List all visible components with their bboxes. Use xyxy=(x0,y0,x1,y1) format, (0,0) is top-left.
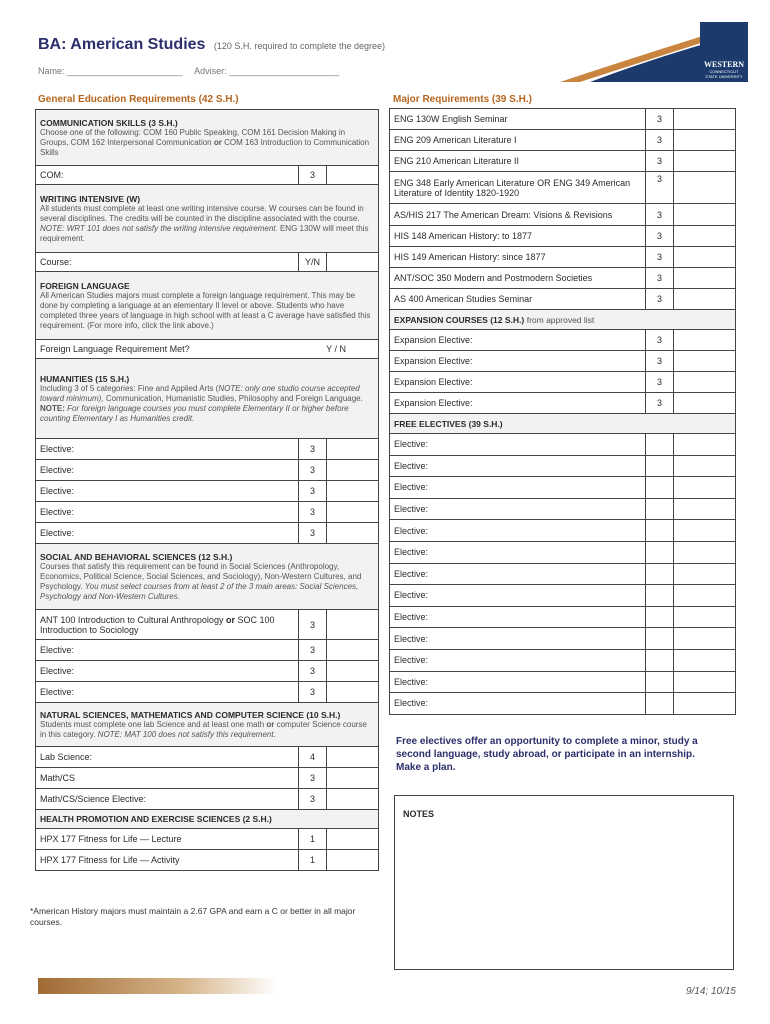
writing-desc-part1: All students must complete at least one writing intensive course. W courses can be found in several disciplines. The credits will be counted in the discipline associated with the course. xyxy=(40,203,364,223)
expansion-label: Expansion Elective: xyxy=(390,372,646,393)
table-row[interactable] xyxy=(390,289,736,310)
expansion-label: Expansion Elective: xyxy=(390,330,646,351)
natural-row-entry[interactable] xyxy=(327,789,379,810)
hum-elective-credits: 3 xyxy=(299,481,327,502)
major-course-entry[interactable] xyxy=(674,130,736,151)
humanities-heading: HUMANITIES (15 S.H.) xyxy=(40,373,130,384)
free-elective-credits[interactable] xyxy=(646,671,674,693)
logo-box xyxy=(700,22,748,82)
major-course-label: ENG 209 American Literature I xyxy=(390,130,646,151)
social-elective-entry[interactable] xyxy=(327,640,379,661)
table-row[interactable] xyxy=(390,226,736,247)
writing-desc-note: NOTE: WRT 101 does not satisfy the writing intensive requirement. xyxy=(40,223,278,233)
natural-desc-part2: computer Science course in this category. xyxy=(40,719,367,739)
table-row[interactable] xyxy=(390,585,736,607)
major-course-entry[interactable] xyxy=(674,204,736,226)
free-elective-label: Elective: xyxy=(390,649,646,671)
major-course-credits: 3 xyxy=(646,204,674,226)
expansion-section-row xyxy=(390,310,736,330)
major-course-entry[interactable] xyxy=(674,289,736,310)
table-row[interactable] xyxy=(390,151,736,172)
free-elective-entry[interactable] xyxy=(674,585,736,607)
name-field[interactable]: _______________________ xyxy=(67,66,183,76)
title-subtitle: (120 S.H. required to complete the degree) xyxy=(213,41,386,51)
natural-row-label: Math/CS xyxy=(36,768,299,789)
hum-elective-entry[interactable] xyxy=(327,439,379,460)
com-description xyxy=(40,128,374,158)
free-elective-label: Elective: xyxy=(390,693,646,715)
major-course-label: ANT/SOC 350 Modern and Postmodern Societies xyxy=(390,268,646,289)
table-row[interactable] xyxy=(36,253,379,272)
footer-bar xyxy=(38,978,278,994)
health-row-entry[interactable] xyxy=(327,829,379,850)
free-elective-credits[interactable] xyxy=(646,520,674,542)
table-row[interactable] xyxy=(390,247,736,268)
table-row[interactable] xyxy=(390,498,736,520)
major-course-entry[interactable] xyxy=(674,172,736,204)
table-row[interactable] xyxy=(36,481,379,502)
language-section-row xyxy=(36,272,379,340)
free-elective-entry[interactable] xyxy=(674,498,736,520)
health-row-credits: 1 xyxy=(299,829,327,850)
natural-heading: NATURAL SCIENCES, MATHEMATICS AND COMPUTER SCIENCE (10 S.H.) xyxy=(40,709,341,720)
major-title: Major Requirements (39 S.H.) xyxy=(393,94,532,105)
social-elective-entry[interactable] xyxy=(327,682,379,703)
natural-row-credits: 4 xyxy=(299,747,327,768)
free-elective-entry[interactable] xyxy=(674,455,736,477)
natural-row-label: Math/CS/Science Elective: xyxy=(36,789,299,810)
health-heading: HEALTH PROMOTION AND EXERCISE SCIENCES (2 S.H.) xyxy=(40,814,272,824)
hum-desc-part1: Including 3 of 5 categories: Fine and Applied Arts ( xyxy=(40,383,219,393)
free-elective-credits[interactable] xyxy=(646,606,674,628)
table-row[interactable] xyxy=(390,172,736,204)
table-row[interactable] xyxy=(390,268,736,289)
social-first-part2: SOC 100 Introduction to Sociology xyxy=(40,614,275,635)
hum-elective-entry[interactable] xyxy=(327,481,379,502)
free-elective-credits[interactable] xyxy=(646,585,674,607)
free-elective-label: Elective: xyxy=(390,455,646,477)
natural-row-label: Lab Science: xyxy=(36,747,299,768)
health-row-label: HPX 177 Fitness for Life — Lecture xyxy=(36,829,299,850)
table-row[interactable] xyxy=(36,829,379,850)
table-row[interactable] xyxy=(390,541,736,563)
name-label: Name: xyxy=(38,66,65,76)
social-description xyxy=(40,562,374,602)
com-desc-or: or xyxy=(213,137,222,147)
free-elective-label: Elective: xyxy=(390,520,646,542)
language-heading: FOREIGN LANGUAGE xyxy=(40,280,130,291)
natural-desc-or: or xyxy=(266,719,275,729)
hum-elective-credits: 3 xyxy=(299,523,327,544)
social-desc-note: You must select courses from at least 2 of the 3 main areas: Social Sciences, Psychology and Non-Western Cultures. xyxy=(40,581,359,601)
table-row[interactable] xyxy=(390,455,736,477)
free-elective-label: Elective: xyxy=(390,477,646,499)
language-description: All American Studies majors must complete a foreign language requirement. This may be done by completing a language at an elementary II level or above. Students who have completed three years of language in high school with at least a C average have satisfied this requirement. (For more info, click the link above.) xyxy=(40,290,371,330)
table-row[interactable] xyxy=(390,563,736,585)
free-elective-credits[interactable] xyxy=(646,693,674,715)
table-row[interactable] xyxy=(390,606,736,628)
writing-label: Course: xyxy=(36,253,299,272)
major-course-label: HIS 148 American History: to 1877 xyxy=(390,226,646,247)
table-row[interactable] xyxy=(36,661,379,682)
major-course-entry[interactable] xyxy=(674,151,736,172)
expansion-entry[interactable] xyxy=(674,393,736,414)
table-row[interactable] xyxy=(390,477,736,499)
footnote: *American History majors must maintain a 2.67 GPA and earn a C or better in all major courses. xyxy=(30,906,356,927)
major-course-label: ENG 348 Early American Literature OR ENG 349 American Literature of Identity 1820-1920 xyxy=(390,172,646,204)
natural-desc-part1: Students must complete one lab Science and at least one math xyxy=(40,719,265,729)
table-row[interactable] xyxy=(36,768,379,789)
major-course-label: AS/HIS 217 The American Dream: Visions & Revisions xyxy=(390,204,646,226)
hum-elective-credits: 3 xyxy=(299,460,327,481)
com-section-row xyxy=(36,110,379,166)
major-course-entry[interactable] xyxy=(674,226,736,247)
major-course-label: AS 400 American Studies Seminar xyxy=(390,289,646,310)
major-course-entry[interactable] xyxy=(674,268,736,289)
com-heading: COMMUNICATION SKILLS (3 S.H.) xyxy=(40,117,178,128)
hum-desc-part2: Communication, Humanistic Studies, Philosophy and Foreign Language. xyxy=(105,393,363,403)
social-elective-credits: 3 xyxy=(299,640,327,661)
table-row[interactable] xyxy=(390,393,736,414)
free-elective-label: Elective: xyxy=(390,498,646,520)
natural-section-row xyxy=(36,703,379,747)
com-desc-part1: Choose one of the following: COM 160 Public Speaking, COM 161 Decision Making in Groups, COM 162 Interpersonal Communication xyxy=(40,127,346,147)
notes-label: NOTES xyxy=(403,809,435,819)
hum-elective-label: Elective: xyxy=(36,523,299,544)
gen-ed-title: General Education Requirements (42 S.H.) xyxy=(38,94,239,105)
title-text: BA: American Studies xyxy=(38,36,206,53)
com-label: COM: xyxy=(36,166,299,185)
table-row[interactable] xyxy=(390,204,736,226)
natural-row-entry[interactable] xyxy=(327,747,379,768)
com-credits: 3 xyxy=(299,166,327,185)
social-first-entry[interactable] xyxy=(327,610,379,640)
expansion-entry[interactable] xyxy=(674,351,736,372)
free-elective-credits[interactable] xyxy=(646,649,674,671)
free-elective-entry[interactable] xyxy=(674,693,736,715)
social-first-label xyxy=(36,610,299,640)
social-first-or: or xyxy=(225,614,235,625)
free-elective-credits[interactable] xyxy=(646,563,674,585)
free-elective-entry[interactable] xyxy=(674,520,736,542)
expansion-credits: 3 xyxy=(646,393,674,414)
health-row-entry[interactable] xyxy=(327,850,379,871)
major-course-label: HIS 149 American History: since 1877 xyxy=(390,247,646,268)
table-row[interactable] xyxy=(36,747,379,768)
hum-elective-entry[interactable] xyxy=(327,460,379,481)
major-course-credits: 3 xyxy=(646,109,674,130)
social-desc-part1: Courses that satisfy this requirement can be found in Social Sciences (Anthropology, Economics, Political Science, Social Sciences, and Sociology), Non-Western Cultures, and Psychology. xyxy=(40,561,362,591)
natural-desc-note: NOTE: MAT 100 does not satisfy this requirement. xyxy=(97,729,276,739)
natural-description xyxy=(40,720,374,740)
table-row[interactable] xyxy=(36,610,379,640)
com-desc-part2: COM 163 Introduction to Communication Skills xyxy=(40,137,370,157)
hum-elective-credits: 3 xyxy=(299,439,327,460)
table-row[interactable] xyxy=(390,109,736,130)
free-elective-entry[interactable] xyxy=(674,649,736,671)
free-elective-credits[interactable] xyxy=(646,477,674,499)
table-row[interactable] xyxy=(390,649,736,671)
social-elective-label: Elective: xyxy=(36,661,299,682)
free-elective-label: Elective: xyxy=(390,585,646,607)
free-elective-entry[interactable] xyxy=(674,671,736,693)
free-elective-entry[interactable] xyxy=(674,434,736,456)
hum-elective-label: Elective: xyxy=(36,502,299,523)
hum-desc-note1: NOTE: only one studio course accepted toward minimum), xyxy=(40,383,360,403)
com-entry[interactable] xyxy=(327,166,379,185)
table-row[interactable] xyxy=(36,523,379,544)
free-electives-note: Free electives offer an opportunity to complete a minor, study a second language, study abroad, or participate in an internship. Make a plan. xyxy=(396,736,698,773)
adviser-field[interactable]: ______________________ xyxy=(229,66,340,76)
social-first-part1: ANT 100 Introduction to Cultural Anthropology xyxy=(40,614,224,625)
major-course-credits: 3 xyxy=(646,289,674,310)
free-elective-label: Elective: xyxy=(390,628,646,650)
major-course-label: ENG 210 American Literature II xyxy=(390,151,646,172)
expansion-credits: 3 xyxy=(646,330,674,351)
table-row[interactable] xyxy=(390,520,736,542)
name-adviser-line xyxy=(38,66,339,76)
major-course-entry[interactable] xyxy=(674,247,736,268)
free-elective-label: Elective: xyxy=(390,563,646,585)
expansion-label: Expansion Elective: xyxy=(390,351,646,372)
hum-elective-entry[interactable] xyxy=(327,502,379,523)
humanities-description xyxy=(40,384,374,424)
expansion-label: Expansion Elective: xyxy=(390,393,646,414)
major-course-credits: 3 xyxy=(646,151,674,172)
health-section-row xyxy=(36,810,379,829)
social-elective-credits: 3 xyxy=(299,661,327,682)
major-table xyxy=(389,108,736,715)
table-row[interactable] xyxy=(36,460,379,481)
writing-section-row xyxy=(36,185,379,253)
adviser-label: Adviser: xyxy=(194,66,227,76)
hum-desc-note2: For foreign language courses you must complete Elementary II or higher before counting Elementary I as Humanities credit. xyxy=(40,403,349,423)
hum-elective-label: Elective: xyxy=(36,460,299,481)
writing-entry[interactable] xyxy=(327,253,379,272)
table-row[interactable] xyxy=(36,789,379,810)
notes-box[interactable] xyxy=(394,795,734,970)
revision-date: 9/14; 10/15 xyxy=(685,986,736,997)
table-row[interactable] xyxy=(36,682,379,703)
free-elective-credits[interactable] xyxy=(646,628,674,650)
major-course-credits: 3 xyxy=(646,268,674,289)
social-elective-credits: 3 xyxy=(299,682,327,703)
writing-heading: WRITING INTENSIVE (W) xyxy=(40,193,141,204)
table-row[interactable] xyxy=(36,340,379,359)
table-row[interactable] xyxy=(390,130,736,151)
social-elective-label: Elective: xyxy=(36,682,299,703)
expansion-credits: 3 xyxy=(646,351,674,372)
page-title xyxy=(38,36,385,54)
free-elective-entry[interactable] xyxy=(674,628,736,650)
expansion-heading: EXPANSION COURSES (12 S.H.) xyxy=(394,314,525,325)
major-course-label: ENG 130W English Seminar xyxy=(390,109,646,130)
major-course-entry[interactable] xyxy=(674,109,736,130)
logo-text-2: CONNECTICUT xyxy=(709,69,739,74)
social-first-credits: 3 xyxy=(299,610,327,640)
table-row[interactable] xyxy=(36,166,379,185)
hum-elective-label: Elective: xyxy=(36,439,299,460)
natural-row-entry[interactable] xyxy=(327,768,379,789)
free-elective-entry[interactable] xyxy=(674,606,736,628)
free-elective-label: Elective: xyxy=(390,606,646,628)
free-heading: FREE ELECTIVES (39 S.H.) xyxy=(394,418,503,429)
social-heading: SOCIAL AND BEHAVIORAL SCIENCES (12 S.H.) xyxy=(40,551,233,562)
free-elective-entry[interactable] xyxy=(674,541,736,563)
hum-elective-credits: 3 xyxy=(299,502,327,523)
table-row[interactable] xyxy=(390,351,736,372)
table-row[interactable] xyxy=(390,671,736,693)
table-row[interactable] xyxy=(36,640,379,661)
language-yn: Y / N xyxy=(326,344,346,354)
expansion-entry[interactable] xyxy=(674,372,736,393)
free-elective-entry[interactable] xyxy=(674,563,736,585)
social-elective-entry[interactable] xyxy=(327,661,379,682)
table-row[interactable] xyxy=(36,502,379,523)
health-row-label: HPX 177 Fitness for Life — Activity xyxy=(36,850,299,871)
free-elective-credits[interactable] xyxy=(646,434,674,456)
language-label: Foreign Language Requirement Met? xyxy=(40,344,190,354)
natural-row-credits: 3 xyxy=(299,768,327,789)
health-row-credits: 1 xyxy=(299,850,327,871)
hum-elective-label: Elective: xyxy=(36,481,299,502)
writing-description xyxy=(40,204,374,244)
free-elective-label: Elective: xyxy=(390,671,646,693)
language-met-cell[interactable] xyxy=(36,340,379,359)
table-row[interactable] xyxy=(390,372,736,393)
free-elective-credits[interactable] xyxy=(646,498,674,520)
table-row[interactable] xyxy=(36,850,379,871)
table-row[interactable] xyxy=(390,693,736,715)
logo-text-3: STATE UNIVERSITY xyxy=(705,74,743,79)
free-elective-entry[interactable] xyxy=(674,477,736,499)
table-row[interactable] xyxy=(390,434,736,456)
major-course-credits: 3 xyxy=(646,247,674,268)
free-elective-credits[interactable] xyxy=(646,541,674,563)
expansion-entry[interactable] xyxy=(674,330,736,351)
table-row[interactable] xyxy=(390,628,736,650)
writing-desc-part2: ENG 130W will meet this requirement. xyxy=(40,223,369,243)
free-section-row xyxy=(390,414,736,434)
social-elective-label: Elective: xyxy=(36,640,299,661)
table-row[interactable] xyxy=(390,330,736,351)
social-section-row xyxy=(36,544,379,610)
free-elective-label: Elective: xyxy=(390,541,646,563)
logo-text-1: WESTERN xyxy=(703,60,744,69)
hum-note-label: NOTE: xyxy=(40,403,65,413)
hum-elective-entry[interactable] xyxy=(327,523,379,544)
major-course-credits: 3 xyxy=(646,226,674,247)
expansion-credits: 3 xyxy=(646,372,674,393)
logo xyxy=(560,22,748,82)
writing-yn: Y/N xyxy=(299,253,327,272)
natural-row-credits: 3 xyxy=(299,789,327,810)
major-course-credits: 3 xyxy=(646,172,674,204)
free-elective-credits[interactable] xyxy=(646,455,674,477)
major-course-credits: 3 xyxy=(646,130,674,151)
gen-ed-table xyxy=(35,109,379,871)
humanities-section-row xyxy=(36,359,379,439)
table-row[interactable] xyxy=(36,439,379,460)
free-elective-label: Elective: xyxy=(390,434,646,456)
expansion-heading-suffix: from approved list xyxy=(526,314,595,325)
